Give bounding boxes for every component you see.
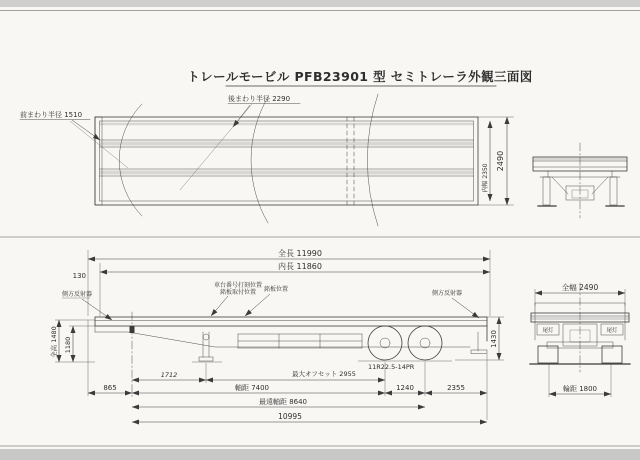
chassis-callout-leader [211,296,228,316]
side-reflector-right-leader [452,298,479,318]
side-reflector-left-label: 側方反射器 [62,291,93,298]
kingpin [130,326,135,333]
height-rear-value: 1430 [490,330,498,348]
nameplate-callout-leader [245,294,270,316]
drawing-title: トレールモービル PFB23901 型 セミトレーラ外観三面図 [187,69,533,84]
plan-width-value: 2490 [496,150,505,172]
chassis-number-callout-line2: 銘板取付位置 [219,289,257,296]
side-view [49,248,504,422]
nameplate-callout: 銘板位置 [264,286,289,293]
rear-swing-radius-label: 後まわり半径 2290 [228,95,291,103]
plan-inner-width-value: 内幅 2350 [482,163,489,193]
rear-width-value: 全幅 2490 [561,283,599,292]
side-body-linework [95,312,487,398]
rear-lamp-right-label: 尾灯 [606,328,618,334]
plan-dimensions [20,94,514,205]
rear-tread-dim-group [549,364,611,397]
wheel-front [368,326,402,360]
wheel-rear [408,326,442,360]
front-offset-value: 130 [72,272,86,280]
rear-lamp-left-label: 尾灯 [542,328,554,334]
wheel-front-hub [380,338,390,348]
side-height-dims [49,317,504,362]
offset-label: 最大オフセット 2955 [292,370,356,378]
kingpin-to-landing-value: 1712 [160,371,178,379]
scan-edge-top [0,0,640,7]
wheel-rear-hub [420,338,430,348]
inner-length-value: 内長 11860 [278,262,322,271]
height-overall-value: 全高 1480 [50,326,58,358]
rear-bumper [471,326,487,354]
side-callouts [62,281,479,320]
side-wheels [192,326,452,371]
rear-wheel-left [538,346,558,363]
tire-size-label: 11R22.5-14PR [368,363,415,371]
kingpin-to-rear-value: 10995 [278,412,302,421]
side-dimensions-top [73,248,490,316]
side-reflector-right-label: 側方反射器 [432,290,463,297]
front-swing-leader [72,120,100,140]
wheelbase-value: 軸距 7400 [234,384,270,392]
rear-wheel-right [602,346,622,363]
title-block [187,69,532,86]
extreme-wheelbase-value: 最遠軸距 8640 [258,398,308,406]
height-frame-value: 1180 [64,336,72,354]
plan-view [20,94,514,226]
plan-bed-linework [95,117,478,205]
axle-spread-value: 1240 [396,384,414,392]
kingpin-setback-value: 865 [103,384,117,392]
rear-overhang-value: 2355 [447,384,465,392]
plan-swing-arcs [70,94,378,226]
rear-view [530,282,630,397]
scan-edge-bottom [0,449,640,460]
front-view [533,143,627,218]
rear-tread-value: 輪距 1800 [562,385,598,393]
front-swing-radius-label: 前まわり半径 1510 [20,111,83,119]
chassis-number-callout-line1: 車台番号打刻位置 [213,282,263,289]
side-guard-rails [238,334,362,348]
overall-length-value: 全長 11990 [278,249,322,258]
